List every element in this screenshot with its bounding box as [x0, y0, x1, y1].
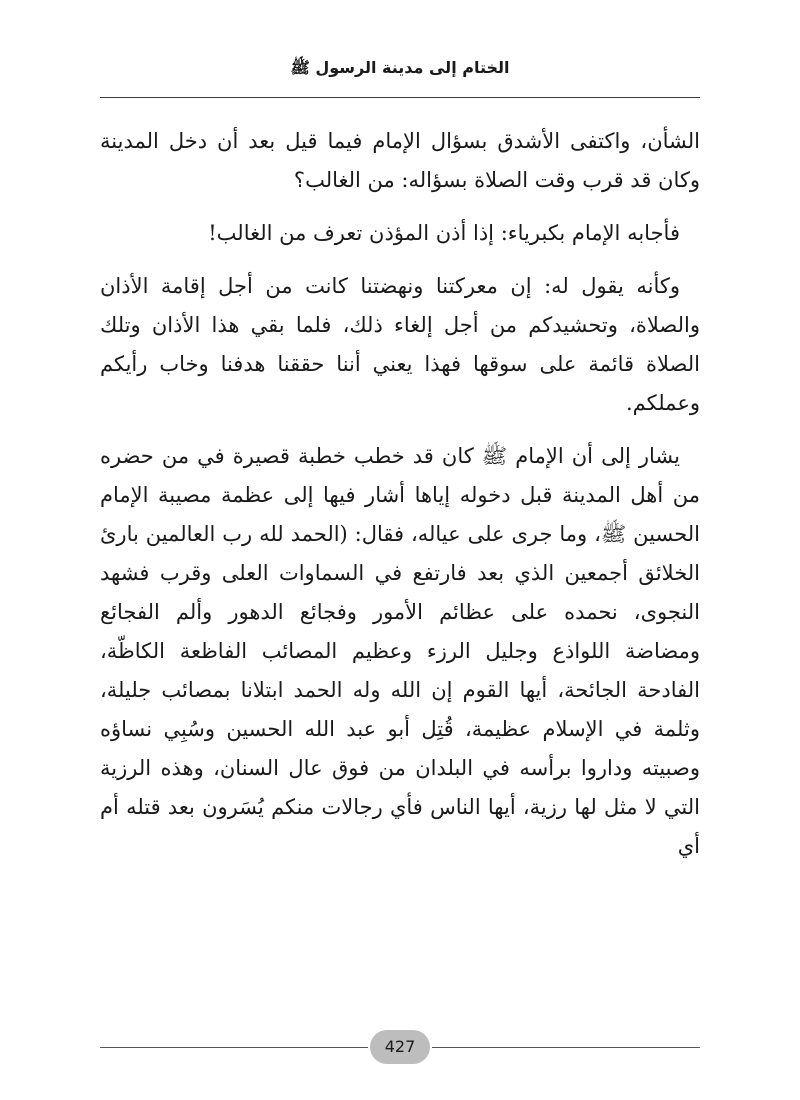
header-divider: [100, 97, 700, 98]
paragraph-2: فأجابه الإمام بكبرياء: إذا أذن المؤذن تعرف من الغالب!: [208, 221, 680, 245]
footer-divider-left: [100, 1047, 368, 1048]
running-header: [100, 55, 700, 81]
paragraph-4: يشار إلى أن الإمام ﷺ كان قد خطب خطبة قصيرة في من حضره من أهل المدينة قبل دخوله إياها أشار فيها إلى عظمة مصيبة الإمام الحسين ﷺ، وما جرى على عياله، فقال: (الحمد لله رب العالمين بارئ الخلائق أجمعين الذي بعد فارتفع في السماوات العلى وقرب فشهد النجوى، نحمده على عظائم الأمور وفجائع الدهور وألم الفجائع ومضاضة اللواذع وجليل الرزء وعظيم المصائب الفاظعة الكاظّة، الفادحة الجائحة، أيها القوم إن الله وله الحمد ابتلانا بمصائب جليلة، وثلمة في الإسلام عظيمة، قُتِل أبو عبد الله الحسين وسُبِي نساؤه وصبيته وداروا برأسه في البلدان من فوق عال السنان، وهذه الرزية التي لا مثل لها رزية، أيها الناس فأي رجالات منكم يُسَرون بعد قتله أم أي: [100, 444, 700, 858]
page-number-badge: 427: [370, 1030, 430, 1064]
paragraph-3: وكأنه يقول له: إن معركتنا ونهضتنا كانت من أجل إقامة الأذان والصلاة، وتحشيدكم من أجل إلغاء ذلك، فلما بقي هذا الأذان وتلك الصلاة قائمة على سوقها فهذا يعني أننا حققنا هدفنا وخاب رأيكم وعملكم.: [100, 274, 700, 415]
paragraph-1: الشأن، واكتفى الأشدق بسؤال الإمام فيما قيل بعد أن دخل المدينة وكان قد قرب وقت الصلاة بسؤاله: من الغالب؟: [100, 129, 700, 192]
footer-divider-right: [432, 1047, 700, 1048]
page-body: [100, 122, 700, 880]
header-title: الختام إلى مدينة الرسول ﷺ: [290, 58, 510, 77]
